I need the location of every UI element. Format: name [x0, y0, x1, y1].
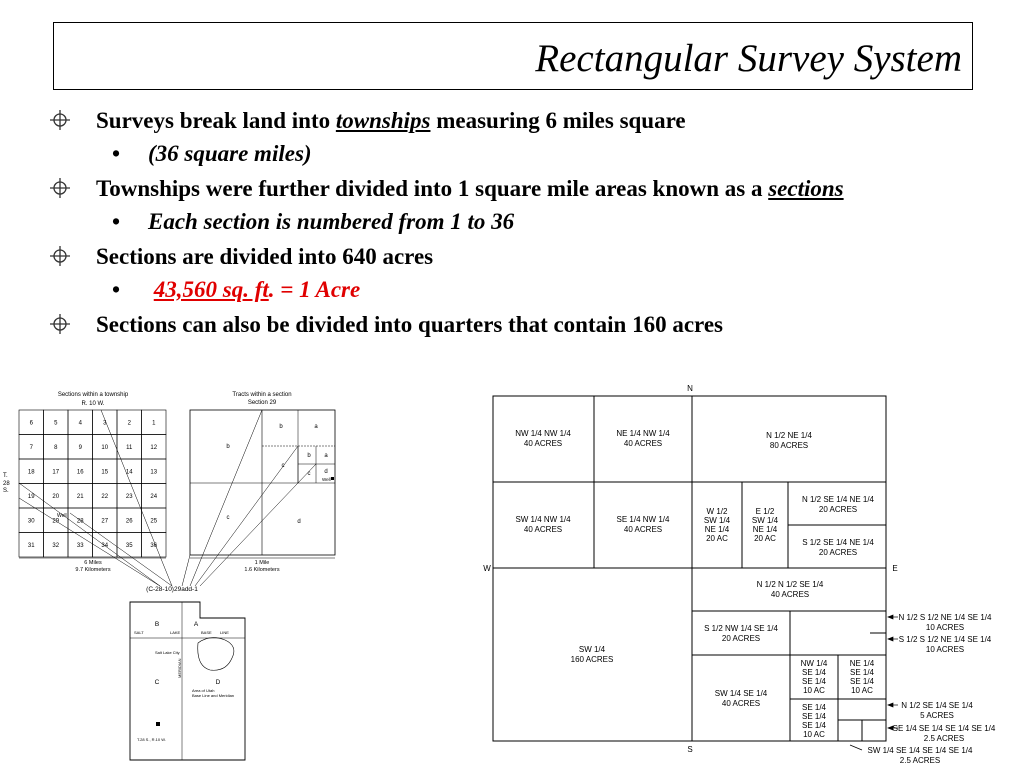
s-nw-se-label: S 1/2 NW 1/4 SE 1/4	[704, 624, 778, 633]
acre-equals: . = 1 Acre	[268, 277, 361, 302]
section-well-label: Well	[322, 477, 331, 482]
side4-label: SE 1/4 SE 1/4 SE 1/4 SE 1/4	[892, 724, 996, 733]
city-label: Salt Lake City	[155, 650, 180, 655]
bullet-text-2: measuring 6 miles square	[430, 108, 686, 133]
quad-a: A	[193, 621, 199, 628]
township-section-number: 14	[125, 469, 133, 476]
sw-nw-label: SW 1/4 NW 1/4	[515, 515, 571, 524]
ne-se-se-2: SE 1/4	[849, 668, 875, 677]
township-section-number: 31	[27, 542, 35, 549]
nw-se-se-4: 10 AC	[803, 686, 825, 695]
dot-bullet-icon: •	[112, 141, 121, 166]
nw-nw-acres: 40 ACRES	[523, 439, 563, 448]
township-section-number: 11	[126, 444, 133, 451]
ne-se-se-4: 10 AC	[851, 686, 873, 695]
township-code-label: T.28 S., R.10 W.	[137, 737, 166, 742]
tract-c: c	[226, 515, 230, 521]
w-half-2: SW 1/4	[703, 516, 731, 525]
township-section-number: 17	[52, 469, 60, 476]
n-se-ne-label: N 1/2 SE 1/4 NE 1/4	[801, 495, 875, 504]
side1-acres: 10 ACRES	[925, 623, 965, 632]
meridian-label: MERIDIAN	[177, 658, 182, 678]
s-se-ne-acres: 20 ACRES	[818, 548, 858, 557]
e-half-1: E 1/2	[755, 507, 775, 516]
nw-nw-label: NW 1/4 NW 1/4	[515, 429, 571, 438]
sub-bullet-text: Each section is numbered from 1 to 36	[148, 209, 515, 234]
quad-d: D	[215, 679, 221, 686]
section-caption: Tracts within a section	[232, 392, 292, 398]
tract-small-d: d	[324, 469, 328, 475]
e-half-2: SW 1/4	[751, 516, 779, 525]
compass-e: E	[892, 564, 898, 573]
township-section-number: 16	[76, 469, 84, 476]
side3-acres: 5 ACRES	[920, 711, 954, 720]
se-sw-se-4: 10 AC	[803, 730, 825, 739]
township-section-number: 7	[29, 444, 33, 451]
n-ne-acres: 80 ACRES	[769, 441, 809, 450]
township-section-number: 6	[29, 420, 33, 427]
lake-label: SALT	[134, 630, 144, 635]
tract-a: a	[314, 424, 318, 430]
e-half-3: NE 1/4	[752, 525, 778, 534]
township-section-number: 30	[27, 518, 35, 525]
township-section-number: 29	[52, 518, 60, 525]
side2-label: S 1/2 S 1/2 NE 1/4 SE 1/4	[898, 635, 992, 644]
township-section-number: 13	[150, 469, 158, 476]
ne-nw-label: NE 1/4 NW 1/4	[616, 429, 670, 438]
e-half-4: 20 AC	[754, 534, 776, 543]
dot-bullet-icon: •	[112, 277, 121, 302]
ne-se-se-1: NE 1/4	[849, 659, 875, 668]
quarter-section-diagram	[478, 384, 1022, 768]
sub-bullet-text: (36 square miles)	[148, 141, 312, 166]
township-section-number: 26	[125, 518, 133, 525]
township-section-number: 32	[52, 542, 60, 549]
n-se-ne-acres: 20 ACRES	[818, 505, 858, 514]
tract-small-b: b	[279, 424, 283, 430]
township-section-number: 24	[150, 493, 158, 500]
page-title: Rectangular Survey System	[535, 37, 962, 80]
map-code: (C-28-10)29add-1	[146, 586, 198, 593]
section-km: 1.6 Kilometers	[244, 567, 280, 573]
crosshair-bullet-icon	[48, 108, 72, 132]
bullet-text: Sections can also be divided into quarters that contain 160 acres	[96, 312, 723, 337]
section-sub-caption: Section 29	[247, 400, 277, 406]
township-section-number: 2	[127, 420, 131, 427]
dot-bullet-icon: •	[112, 209, 121, 234]
crosshair-bullet-icon	[48, 312, 72, 336]
township-section-number: 22	[101, 493, 109, 500]
quad-c: C	[154, 679, 160, 686]
bullet-text: Sections are divided into 640 acres	[96, 244, 434, 269]
township-section-number: 25	[150, 518, 158, 525]
s-nw-se-acres: 20 ACRES	[721, 634, 761, 643]
tract-b: b	[226, 444, 230, 450]
n-n-se-acres: 40 ACRES	[770, 590, 810, 599]
compass-w: W	[483, 564, 491, 573]
sub-bullet-acre	[48, 276, 968, 304]
township-diagram	[0, 388, 345, 768]
township-section-number: 36	[150, 542, 158, 549]
bullet-text: Surveys break land into	[96, 108, 336, 133]
compass-n: N	[687, 384, 693, 393]
township-t: T.	[3, 473, 8, 479]
base-meridian-label: Base Line and Meridian	[192, 693, 235, 698]
tract-d: d	[297, 519, 301, 525]
township-section-number: 34	[101, 542, 109, 549]
township-section-number: 1	[152, 420, 156, 427]
se-nw-label: SE 1/4 NW 1/4	[616, 515, 670, 524]
sw-se-label: SW 1/4 SE 1/4	[714, 689, 768, 698]
quad-b: B	[154, 621, 160, 628]
base-label: BASE	[201, 630, 212, 635]
se-nw-acres: 40 ACRES	[623, 525, 663, 534]
township-section-number: 21	[76, 493, 84, 500]
n-ne-label: N 1/2 NE 1/4	[766, 431, 812, 440]
township-section-number: 9	[78, 444, 82, 451]
township-section-number: 28	[76, 518, 84, 525]
nw-se-se-2: SE 1/4	[801, 668, 827, 677]
township-miles: 6 Miles	[84, 560, 102, 566]
side5-acres: 2.5 ACRES	[899, 756, 941, 765]
township-section-number: 4	[78, 420, 82, 427]
w-half-4: 20 AC	[706, 534, 728, 543]
crosshair-bullet-icon	[48, 176, 72, 200]
nw-se-se-3: SE 1/4	[801, 677, 827, 686]
side5-label: SW 1/4 SE 1/4 SE 1/4 SE 1/4	[867, 746, 973, 755]
title-box	[53, 22, 973, 90]
nw-se-se-1: NW 1/4	[800, 659, 828, 668]
n-n-se-label: N 1/2 N 1/2 SE 1/4	[756, 580, 824, 589]
bullet-sections	[48, 174, 968, 204]
townships-term: townships	[335, 108, 431, 133]
side2-acres: 10 ACRES	[925, 645, 965, 654]
bullet-text: Townships were further divided into 1 square mile areas known as a	[96, 176, 769, 201]
base-area-label: Area of Utah	[192, 688, 215, 693]
township-section-number: 33	[76, 542, 84, 549]
township-dir: S.	[3, 488, 9, 494]
township-section-number: 10	[101, 444, 109, 451]
sw-quarter-acres: 160 ACRES	[570, 655, 614, 664]
crosshair-bullet-icon	[48, 244, 72, 268]
well-label: Well	[57, 513, 67, 519]
section-miles: 1 Mile	[254, 560, 270, 566]
township-section-number: 12	[150, 444, 158, 451]
sw-nw-acres: 40 ACRES	[523, 525, 563, 534]
tract-small-a: a	[324, 453, 328, 459]
side4-acres: 2.5 ACRES	[923, 734, 965, 743]
sub-bullet-numbered	[48, 208, 968, 236]
side3-label: N 1/2 SE 1/4 SE 1/4	[901, 701, 973, 710]
township-num: 28	[3, 481, 10, 487]
compass-s: S	[687, 745, 693, 754]
tract-small-b2: b	[307, 453, 311, 459]
se-sw-se-1: SE 1/4	[801, 703, 827, 712]
township-section-number: 19	[27, 493, 35, 500]
se-sw-se-2: SE 1/4	[801, 712, 827, 721]
bullet-acres	[48, 242, 968, 272]
tract-small-c2: c	[307, 471, 311, 477]
w-half-3: NE 1/4	[704, 525, 730, 534]
township-caption: Sections within a township	[57, 392, 129, 398]
acre-sqft: 43,560 sq. ft	[153, 277, 269, 302]
township-km: 9.7 Kilometers	[75, 567, 111, 573]
se-sw-se-3: SE 1/4	[801, 721, 827, 730]
bullet-townships	[48, 106, 968, 136]
s-se-ne-label: S 1/2 SE 1/4 NE 1/4	[802, 538, 874, 547]
township-section-number: 15	[101, 469, 109, 476]
bullet-list	[48, 106, 968, 340]
tract-small-c: c	[281, 463, 285, 469]
ne-nw-acres: 40 ACRES	[623, 439, 663, 448]
township-section-number: 3	[103, 420, 107, 427]
bullet-quarters	[48, 310, 968, 340]
township-section-number: 27	[101, 518, 109, 525]
w-half-1: W 1/2	[706, 507, 728, 516]
lake-label-2: LAKE	[170, 630, 181, 635]
township-section-number: 18	[27, 469, 35, 476]
sw-se-acres: 40 ACRES	[721, 699, 761, 708]
ne-se-se-3: SE 1/4	[849, 677, 875, 686]
sub-bullet-square-miles	[48, 140, 968, 168]
sections-term: sections	[768, 176, 844, 201]
sw-quarter-label: SW 1/4	[578, 645, 606, 654]
side1-label: N 1/2 S 1/2 NE 1/4 SE 1/4	[898, 613, 992, 622]
township-section-number: 5	[54, 420, 58, 427]
line-label: LINE	[220, 630, 229, 635]
township-section-number: 20	[52, 493, 60, 500]
township-section-number: 8	[54, 444, 58, 451]
township-section-number: 23	[125, 493, 133, 500]
township-grid	[19, 410, 166, 557]
range-label: R. 10 W.	[81, 401, 105, 407]
township-section-number: 35	[125, 542, 133, 549]
